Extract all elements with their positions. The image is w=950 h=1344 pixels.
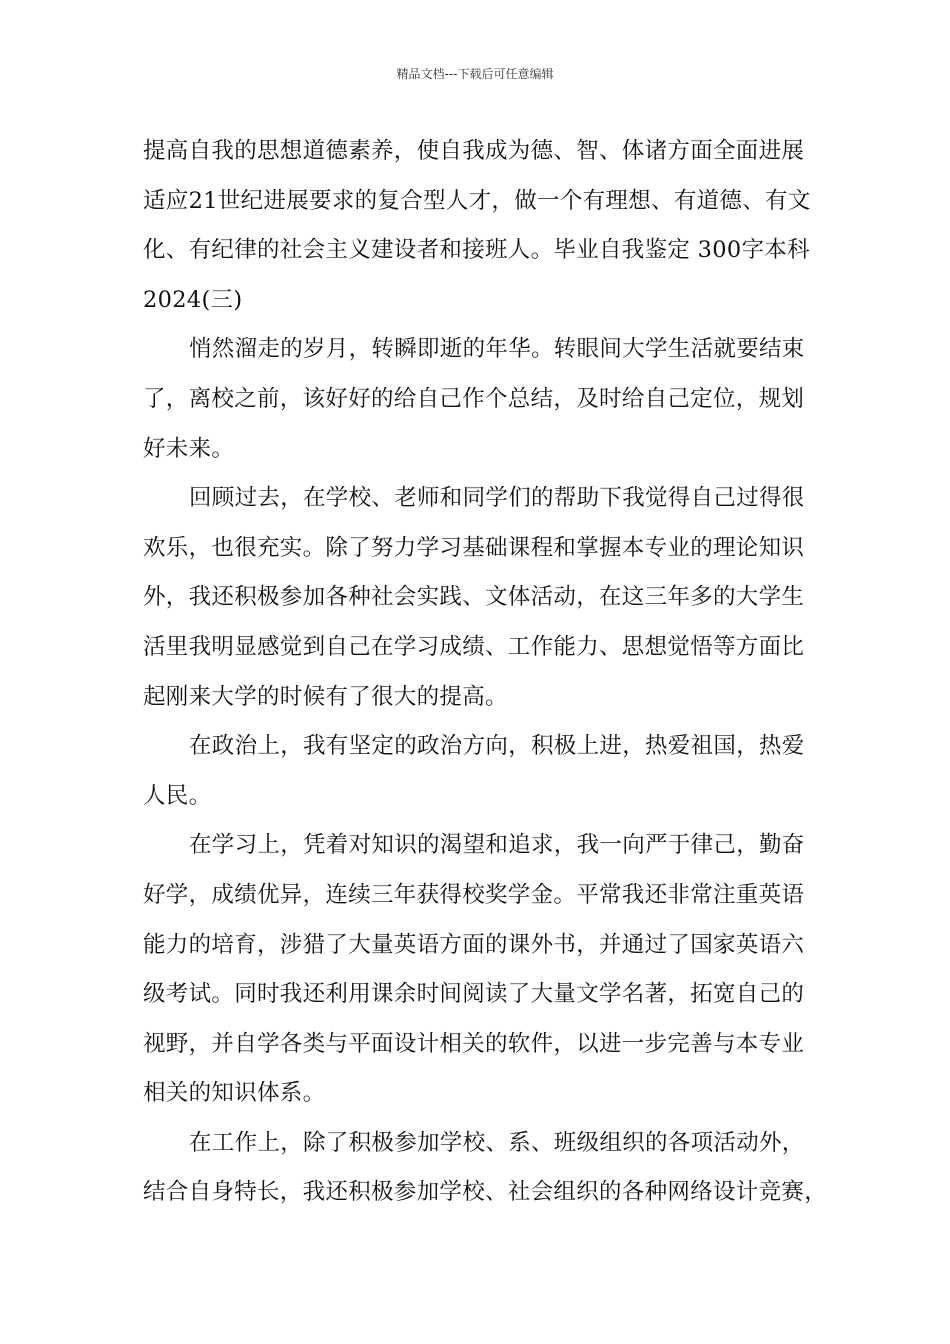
text-line: 了，离校之前，该好好的给自己作个总结，及时给自己定位，规划 — [143, 385, 805, 412]
text-line: 2024(三) — [143, 286, 243, 313]
text-line: 欢乐，也很充实。除了努力学习基础课程和掌握本专业的理论知识 — [143, 534, 805, 561]
text-line: 适应21世纪进展要求的复合型人才，做一个有理想、有道德、有文 — [143, 187, 811, 214]
text-line: 视野，并自学各类与平面设计相关的软件，以进一步完善与本专业 — [143, 1030, 805, 1057]
page-header: 精品文档---下载后可任意编辑 — [396, 67, 554, 81]
text-line: 级考试。同时我还利用课余时间阅读了大量文学名著，拓宽自己的 — [143, 981, 805, 1008]
text-line: 化、有纪律的社会主义建设者和接班人。毕业自我鉴定 300字本科 — [143, 237, 810, 264]
text-line: 能力的培育，涉猎了大量英语方面的课外书，并通过了国家英语六 — [143, 931, 805, 958]
text-line: 好未来。 — [143, 435, 235, 462]
text-line: 提高自我的思想道德素养，使自我成为德、智、体诸方面全面进展 — [143, 138, 805, 164]
text-line: 外，我还积极参加各种社会实践、文体活动，在这三年多的大学生 — [143, 584, 805, 611]
text-line: 好学，成绩优异，连续三年获得校奖学金。平常我还非常注重英语 — [143, 881, 805, 908]
paragraph-first-line: 回顾过去，在学校、老师和同学们的帮助下我觉得自己过得很 — [189, 485, 805, 512]
text-line: 起刚来大学的时候有了很大的提高。 — [143, 683, 508, 710]
paragraph-first-line: 悄然溜走的岁月，转瞬即逝的年华。转眼间大学生活就要结束 — [189, 336, 805, 363]
document-body — [143, 127, 833, 1218]
text-line: 活里我明显感觉到自己在学习成绩、工作能力、思想觉悟等方面比 — [143, 633, 805, 660]
text-line: 相关的知识体系。 — [143, 1080, 326, 1107]
paragraph-first-line: 在学习上，凭着对知识的渴望和追求，我一向严于律己，勤奋 — [189, 832, 805, 859]
text-line: 结合自身特长，我还积极参加学校、社会组织的各种网络设计竞赛， — [143, 1179, 828, 1206]
text-line: 人民。 — [143, 782, 212, 809]
paragraph-first-line: 在政治上，我有坚定的政治方向，积极上进，热爱祖国，热爱 — [189, 733, 805, 760]
paragraph-first-line: 在工作上，除了积极参加学校、系、班级组织的各项活动外， — [189, 1129, 805, 1156]
